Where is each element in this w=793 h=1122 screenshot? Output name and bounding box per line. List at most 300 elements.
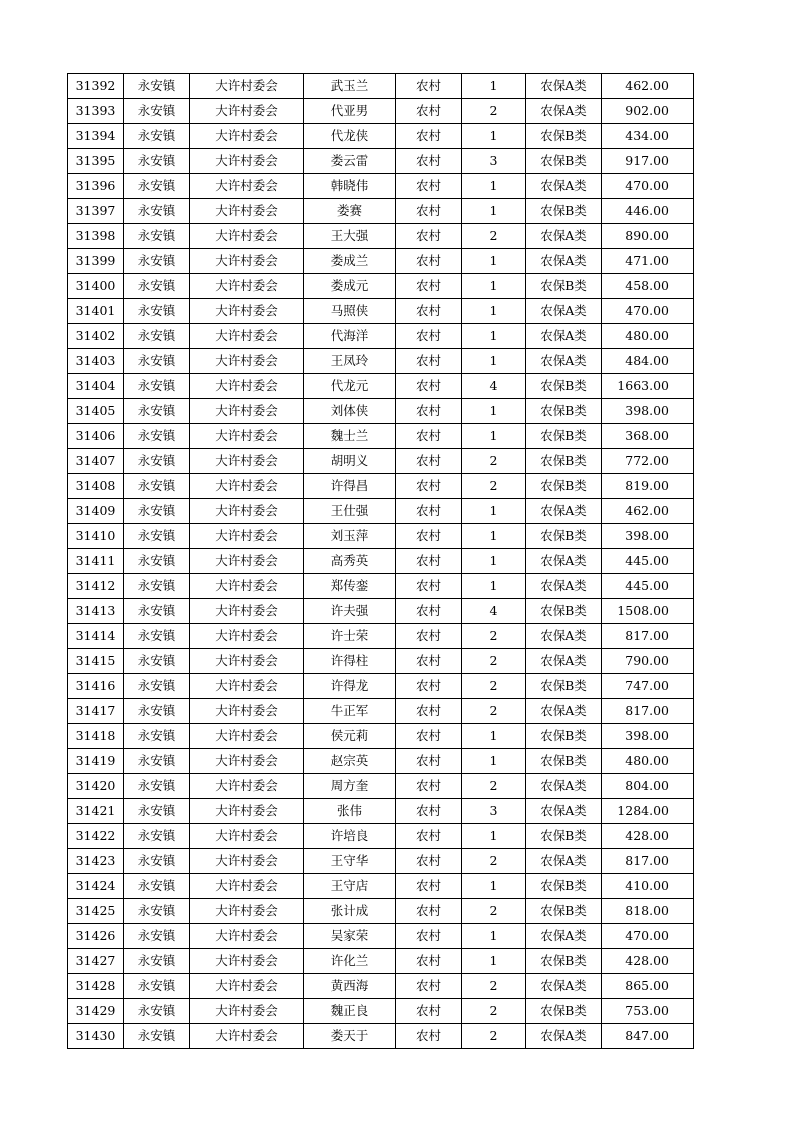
town-cell: 永安镇 [124,574,190,599]
area-type-cell: 农村 [396,174,462,199]
record-id-cell: 31422 [68,824,124,849]
table-row [68,824,694,849]
roster-table-body [68,74,694,1049]
amount-cell: 398.00 [602,724,694,749]
insurance-category-cell: 农保A类 [526,924,602,949]
village-committee-cell: 大许村委会 [190,999,304,1024]
record-id-cell: 31394 [68,124,124,149]
village-committee-cell: 大许村委会 [190,474,304,499]
village-committee-cell: 大许村委会 [190,574,304,599]
amount-cell: 458.00 [602,274,694,299]
town-cell: 永安镇 [124,549,190,574]
table-row [68,574,694,599]
village-committee-cell: 大许村委会 [190,324,304,349]
area-type-cell: 农村 [396,199,462,224]
person-name-cell: 娄赛 [304,199,396,224]
area-type-cell: 农村 [396,649,462,674]
person-name-cell: 侯元莉 [304,724,396,749]
town-cell: 永安镇 [124,399,190,424]
village-committee-cell: 大许村委会 [190,599,304,624]
person-name-cell: 许化兰 [304,949,396,974]
amount-cell: 804.00 [602,774,694,799]
village-committee-cell: 大许村委会 [190,374,304,399]
area-type-cell: 农村 [396,324,462,349]
amount-cell: 484.00 [602,349,694,374]
amount-cell: 462.00 [602,499,694,524]
insurance-category-cell: 农保B类 [526,824,602,849]
record-id-cell: 31400 [68,274,124,299]
area-type-cell: 农村 [396,724,462,749]
village-committee-cell: 大许村委会 [190,874,304,899]
table-row [68,299,694,324]
village-committee-cell: 大许村委会 [190,849,304,874]
insurance-category-cell: 农保B类 [526,524,602,549]
table-row [68,499,694,524]
insurance-category-cell: 农保A类 [526,1024,602,1049]
record-id-cell: 31398 [68,224,124,249]
person-name-cell: 代海洋 [304,324,396,349]
town-cell: 永安镇 [124,649,190,674]
household-count-cell: 2 [462,974,526,999]
table-row [68,424,694,449]
household-count-cell: 2 [462,99,526,124]
person-name-cell: 周方奎 [304,774,396,799]
record-id-cell: 31397 [68,199,124,224]
amount-cell: 818.00 [602,899,694,924]
person-name-cell: 马照侠 [304,299,396,324]
village-committee-cell: 大许村委会 [190,924,304,949]
insurance-category-cell: 农保B类 [526,749,602,774]
insurance-category-cell: 农保A类 [526,624,602,649]
insurance-category-cell: 农保A类 [526,699,602,724]
insurance-category-cell: 农保B类 [526,199,602,224]
household-count-cell: 2 [462,624,526,649]
insurance-category-cell: 农保B类 [526,674,602,699]
record-id-cell: 31408 [68,474,124,499]
record-id-cell: 31420 [68,774,124,799]
table-row [68,599,694,624]
table-row [68,199,694,224]
insurance-category-cell: 农保B类 [526,124,602,149]
table-row [68,949,694,974]
village-committee-cell: 大许村委会 [190,724,304,749]
amount-cell: 847.00 [602,1024,694,1049]
record-id-cell: 31409 [68,499,124,524]
table-row [68,649,694,674]
table-row [68,924,694,949]
town-cell: 永安镇 [124,349,190,374]
household-count-cell: 1 [462,749,526,774]
household-count-cell: 1 [462,524,526,549]
table-row [68,899,694,924]
table-row [68,874,694,899]
record-id-cell: 31406 [68,424,124,449]
amount-cell: 1508.00 [602,599,694,624]
household-count-cell: 2 [462,674,526,699]
amount-cell: 747.00 [602,674,694,699]
amount-cell: 445.00 [602,549,694,574]
person-name-cell: 郑传銮 [304,574,396,599]
amount-cell: 398.00 [602,399,694,424]
town-cell: 永安镇 [124,174,190,199]
amount-cell: 817.00 [602,699,694,724]
area-type-cell: 农村 [396,449,462,474]
village-committee-cell: 大许村委会 [190,249,304,274]
insurance-category-cell: 农保A类 [526,774,602,799]
area-type-cell: 农村 [396,474,462,499]
record-id-cell: 31424 [68,874,124,899]
amount-cell: 772.00 [602,449,694,474]
insurance-category-cell: 农保A类 [526,249,602,274]
table-row [68,149,694,174]
household-count-cell: 1 [462,924,526,949]
household-count-cell: 1 [462,299,526,324]
table-row [68,449,694,474]
village-committee-cell: 大许村委会 [190,99,304,124]
amount-cell: 753.00 [602,999,694,1024]
table-row [68,999,694,1024]
area-type-cell: 农村 [396,249,462,274]
village-committee-cell: 大许村委会 [190,349,304,374]
village-committee-cell: 大许村委会 [190,499,304,524]
area-type-cell: 农村 [396,899,462,924]
amount-cell: 480.00 [602,749,694,774]
village-committee-cell: 大许村委会 [190,774,304,799]
amount-cell: 817.00 [602,624,694,649]
village-committee-cell: 大许村委会 [190,899,304,924]
household-count-cell: 2 [462,999,526,1024]
area-type-cell: 农村 [396,224,462,249]
town-cell: 永安镇 [124,124,190,149]
insurance-category-cell: 农保A类 [526,174,602,199]
record-id-cell: 31429 [68,999,124,1024]
record-id-cell: 31395 [68,149,124,174]
household-count-cell: 2 [462,899,526,924]
table-row [68,474,694,499]
insurance-category-cell: 农保B类 [526,899,602,924]
area-type-cell: 农村 [396,549,462,574]
village-committee-cell: 大许村委会 [190,799,304,824]
record-id-cell: 31410 [68,524,124,549]
insurance-category-cell: 农保A类 [526,324,602,349]
town-cell: 永安镇 [124,724,190,749]
person-name-cell: 娄天于 [304,1024,396,1049]
person-name-cell: 牛正军 [304,699,396,724]
record-id-cell: 31430 [68,1024,124,1049]
village-committee-cell: 大许村委会 [190,299,304,324]
village-committee-cell: 大许村委会 [190,199,304,224]
insurance-category-cell: 农保B类 [526,999,602,1024]
town-cell: 永安镇 [124,474,190,499]
area-type-cell: 农村 [396,149,462,174]
insurance-category-cell: 农保A类 [526,974,602,999]
amount-cell: 368.00 [602,424,694,449]
table-row [68,799,694,824]
town-cell: 永安镇 [124,624,190,649]
record-id-cell: 31411 [68,549,124,574]
insurance-category-cell: 农保A类 [526,799,602,824]
record-id-cell: 31403 [68,349,124,374]
household-count-cell: 1 [462,574,526,599]
town-cell: 永安镇 [124,524,190,549]
insurance-category-cell: 农保A类 [526,349,602,374]
area-type-cell: 农村 [396,624,462,649]
village-committee-cell: 大许村委会 [190,699,304,724]
area-type-cell: 农村 [396,299,462,324]
record-id-cell: 31402 [68,324,124,349]
table-row [68,674,694,699]
person-name-cell: 王凤玲 [304,349,396,374]
insurance-category-cell: 农保A类 [526,574,602,599]
village-committee-cell: 大许村委会 [190,124,304,149]
insurance-category-cell: 农保B类 [526,424,602,449]
record-id-cell: 31405 [68,399,124,424]
area-type-cell: 农村 [396,499,462,524]
amount-cell: 462.00 [602,74,694,99]
village-committee-cell: 大许村委会 [190,674,304,699]
household-count-cell: 1 [462,174,526,199]
household-count-cell: 1 [462,249,526,274]
insurance-category-cell: 农保A类 [526,299,602,324]
town-cell: 永安镇 [124,249,190,274]
table-row [68,849,694,874]
record-id-cell: 31393 [68,99,124,124]
table-row [68,124,694,149]
person-name-cell: 魏正良 [304,999,396,1024]
amount-cell: 917.00 [602,149,694,174]
town-cell: 永安镇 [124,974,190,999]
town-cell: 永安镇 [124,224,190,249]
area-type-cell: 农村 [396,574,462,599]
amount-cell: 819.00 [602,474,694,499]
person-name-cell: 许得龙 [304,674,396,699]
table-row [68,524,694,549]
village-committee-cell: 大许村委会 [190,74,304,99]
town-cell: 永安镇 [124,199,190,224]
amount-cell: 398.00 [602,524,694,549]
household-count-cell: 1 [462,74,526,99]
insurance-category-cell: 农保A类 [526,99,602,124]
amount-cell: 470.00 [602,174,694,199]
table-row [68,274,694,299]
household-count-cell: 1 [462,499,526,524]
household-count-cell: 1 [462,724,526,749]
area-type-cell: 农村 [396,424,462,449]
area-type-cell: 农村 [396,99,462,124]
table-row [68,749,694,774]
village-committee-cell: 大许村委会 [190,549,304,574]
person-name-cell: 代亚男 [304,99,396,124]
amount-cell: 902.00 [602,99,694,124]
household-count-cell: 1 [462,124,526,149]
area-type-cell: 农村 [396,699,462,724]
insurance-category-cell: 农保B类 [526,599,602,624]
record-id-cell: 31416 [68,674,124,699]
person-name-cell: 武玉兰 [304,74,396,99]
area-type-cell: 农村 [396,924,462,949]
table-row [68,974,694,999]
village-committee-cell: 大许村委会 [190,174,304,199]
record-id-cell: 31418 [68,724,124,749]
amount-cell: 470.00 [602,924,694,949]
person-name-cell: 代龙元 [304,374,396,399]
area-type-cell: 农村 [396,974,462,999]
record-id-cell: 31399 [68,249,124,274]
town-cell: 永安镇 [124,449,190,474]
village-committee-cell: 大许村委会 [190,949,304,974]
amount-cell: 470.00 [602,299,694,324]
area-type-cell: 农村 [396,749,462,774]
insurance-category-cell: 农保A类 [526,649,602,674]
amount-cell: 817.00 [602,849,694,874]
person-name-cell: 刘玉萍 [304,524,396,549]
person-name-cell: 高秀英 [304,549,396,574]
household-count-cell: 2 [462,774,526,799]
insurance-category-cell: 农保B类 [526,274,602,299]
village-committee-cell: 大许村委会 [190,449,304,474]
record-id-cell: 31412 [68,574,124,599]
household-count-cell: 3 [462,799,526,824]
household-count-cell: 4 [462,374,526,399]
amount-cell: 410.00 [602,874,694,899]
town-cell: 永安镇 [124,1024,190,1049]
record-id-cell: 31404 [68,374,124,399]
town-cell: 永安镇 [124,924,190,949]
village-committee-cell: 大许村委会 [190,424,304,449]
household-count-cell: 1 [462,274,526,299]
table-row [68,549,694,574]
village-committee-cell: 大许村委会 [190,224,304,249]
village-committee-cell: 大许村委会 [190,524,304,549]
person-name-cell: 韩晓伟 [304,174,396,199]
table-row [68,774,694,799]
town-cell: 永安镇 [124,824,190,849]
record-id-cell: 31413 [68,599,124,624]
amount-cell: 890.00 [602,224,694,249]
record-id-cell: 31415 [68,649,124,674]
person-name-cell: 娄云雷 [304,149,396,174]
town-cell: 永安镇 [124,74,190,99]
table-row [68,174,694,199]
insurance-category-cell: 农保A类 [526,224,602,249]
household-count-cell: 1 [462,424,526,449]
area-type-cell: 农村 [396,849,462,874]
village-committee-cell: 大许村委会 [190,649,304,674]
table-row [68,249,694,274]
person-name-cell: 许得柱 [304,649,396,674]
record-id-cell: 31392 [68,74,124,99]
record-id-cell: 31407 [68,449,124,474]
insurance-category-cell: 农保A类 [526,499,602,524]
table-row [68,399,694,424]
village-committee-cell: 大许村委会 [190,974,304,999]
area-type-cell: 农村 [396,949,462,974]
area-type-cell: 农村 [396,374,462,399]
record-id-cell: 31419 [68,749,124,774]
insurance-category-cell: 农保A类 [526,74,602,99]
area-type-cell: 农村 [396,399,462,424]
town-cell: 永安镇 [124,874,190,899]
insurance-category-cell: 农保A类 [526,849,602,874]
town-cell: 永安镇 [124,774,190,799]
town-cell: 永安镇 [124,599,190,624]
town-cell: 永安镇 [124,949,190,974]
table-row [68,1024,694,1049]
town-cell: 永安镇 [124,324,190,349]
person-name-cell: 许得昌 [304,474,396,499]
area-type-cell: 农村 [396,774,462,799]
record-id-cell: 31426 [68,924,124,949]
amount-cell: 471.00 [602,249,694,274]
village-committee-cell: 大许村委会 [190,824,304,849]
amount-cell: 428.00 [602,949,694,974]
table-row [68,374,694,399]
insurance-category-cell: 农保A类 [526,549,602,574]
person-name-cell: 魏士兰 [304,424,396,449]
amount-cell: 1663.00 [602,374,694,399]
village-committee-cell: 大许村委会 [190,624,304,649]
table-row [68,624,694,649]
person-name-cell: 黄西海 [304,974,396,999]
person-name-cell: 王仕强 [304,499,396,524]
household-count-cell: 1 [462,949,526,974]
village-committee-cell: 大许村委会 [190,749,304,774]
town-cell: 永安镇 [124,99,190,124]
area-type-cell: 农村 [396,824,462,849]
amount-cell: 480.00 [602,324,694,349]
area-type-cell: 农村 [396,999,462,1024]
record-id-cell: 31423 [68,849,124,874]
town-cell: 永安镇 [124,374,190,399]
household-count-cell: 1 [462,549,526,574]
area-type-cell: 农村 [396,349,462,374]
town-cell: 永安镇 [124,749,190,774]
town-cell: 永安镇 [124,699,190,724]
person-name-cell: 许士荣 [304,624,396,649]
person-name-cell: 娄成元 [304,274,396,299]
town-cell: 永安镇 [124,674,190,699]
person-name-cell: 许培良 [304,824,396,849]
table-row [68,349,694,374]
record-id-cell: 31417 [68,699,124,724]
village-committee-cell: 大许村委会 [190,1024,304,1049]
household-count-cell: 1 [462,874,526,899]
record-id-cell: 31428 [68,974,124,999]
amount-cell: 790.00 [602,649,694,674]
amount-cell: 865.00 [602,974,694,999]
table-row [68,699,694,724]
town-cell: 永安镇 [124,149,190,174]
amount-cell: 428.00 [602,824,694,849]
village-committee-cell: 大许村委会 [190,274,304,299]
record-id-cell: 31396 [68,174,124,199]
insurance-category-cell: 农保B类 [526,724,602,749]
table-row [68,324,694,349]
roster-table [67,73,694,1049]
area-type-cell: 农村 [396,274,462,299]
area-type-cell: 农村 [396,74,462,99]
amount-cell: 445.00 [602,574,694,599]
record-id-cell: 31421 [68,799,124,824]
person-name-cell: 王守华 [304,849,396,874]
village-committee-cell: 大许村委会 [190,149,304,174]
insurance-category-cell: 农保B类 [526,949,602,974]
village-committee-cell: 大许村委会 [190,399,304,424]
insurance-category-cell: 农保B类 [526,874,602,899]
amount-cell: 434.00 [602,124,694,149]
area-type-cell: 农村 [396,124,462,149]
amount-cell: 1284.00 [602,799,694,824]
